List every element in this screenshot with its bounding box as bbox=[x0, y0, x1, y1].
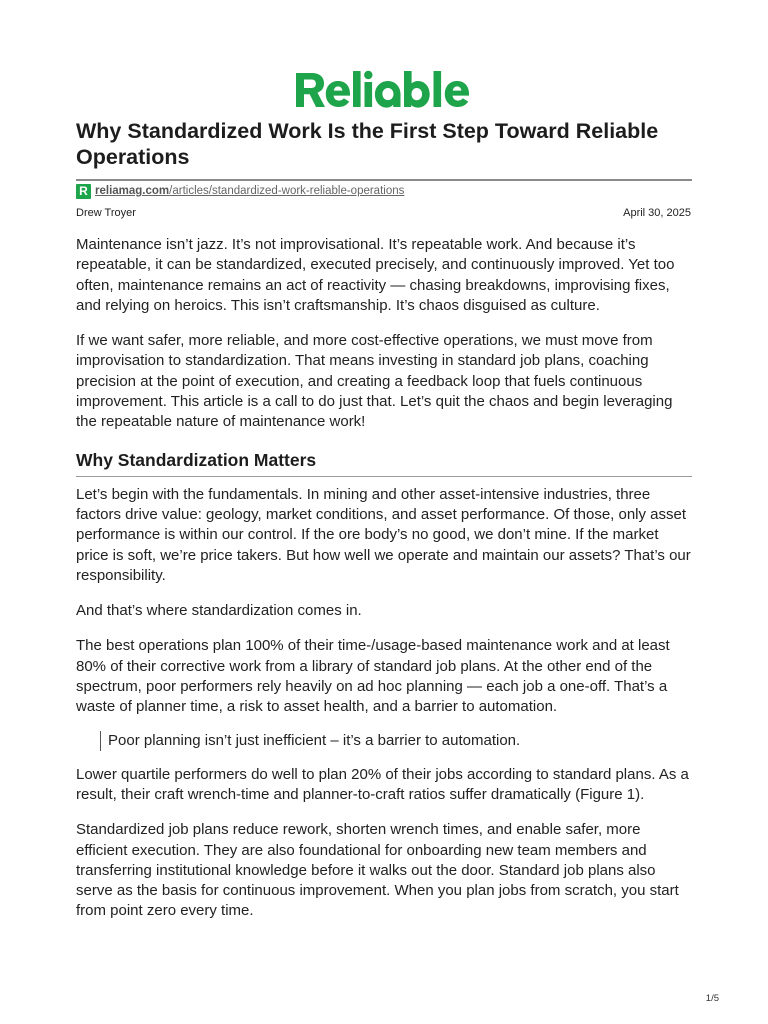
pull-quote: Poor planning isn’t just inefficient – it’s a barrier to automation. bbox=[100, 731, 692, 751]
article-body bbox=[76, 235, 692, 937]
article-date: April 30, 2025 bbox=[623, 207, 691, 219]
body-paragraph: The best operations plan 100% of their time-/usage-based maintenance work and at least 80% of their corrective work from a library of standard job plans. At the other end of the spectrum, poor performers rely heavily on ad hoc planning — each job a one-off. That’s a waste of planner time, a risk to asset health, and a barrier to automation. bbox=[76, 637, 670, 716]
body-paragraph: Lower quartile performers do well to plan 20% of their jobs according to standard plans. As a result, their craft wrench-time and planner-to-craft ratios suffer dramatically (Figure 1). bbox=[76, 765, 689, 803]
page-number: 1/5 bbox=[705, 993, 719, 1004]
body-paragraph: And that’s where standardization comes in. bbox=[76, 602, 362, 620]
body-paragraph: Standardized job plans reduce rework, shorten wrench times, and enable safer, more efficient execution. They are also foundational for onboarding new team members and transferring institutional knowledge before it walks out the door. Standard job plans also serve as the basis for continuous improvement. When you plan jobs from scratch, you start from point zero every time. bbox=[76, 821, 679, 920]
reliamag-favicon-icon: R bbox=[76, 184, 91, 199]
article-title: Why Standardized Work Is the First Step Toward Reliable Operations bbox=[76, 119, 659, 169]
source-url-link[interactable] bbox=[95, 185, 404, 197]
title-divider bbox=[76, 179, 692, 181]
reliable-logo bbox=[294, 70, 476, 110]
source-domain: reliamag.com bbox=[95, 185, 170, 197]
reliable-wordmark-icon bbox=[294, 70, 476, 110]
article-author: Drew Troyer bbox=[76, 207, 136, 219]
intro-paragraph: If we want safer, more reliable, and more cost-effective operations, we must move from improvisation to standardization. That means investing in standard job plans, coaching precision at the point of execution, and creating a feedback loop that fuels continuous improvement. This article is a call to do just that. Let’s quit the chaos and begin leveraging the repeatable nature of maintenance work! bbox=[76, 332, 673, 431]
section-heading: Why Standardization Matters bbox=[76, 448, 692, 477]
body-paragraph: Let’s begin with the fundamentals. In mining and other asset-intensive industries, three factors drive value: geology, market conditions, and asset performance. Of those, only asset performance is within our control. If the ore body’s no good, we don’t mine. If the market price is soft, we’re price takers. But how well we operate and maintain our assets? That’s our responsibility. bbox=[76, 485, 691, 584]
source-link-row[interactable] bbox=[76, 183, 404, 199]
source-path: /articles/standardized-work-reliable-operations bbox=[169, 185, 405, 197]
intro-paragraph: Maintenance isn’t jazz. It’s not improvisational. It’s repeatable work. And because it’s repeatable, it can be standardized, executed precisely, and continuously improved. Yet too often, maintenance remains an act of reactivity — chasing breakdowns, improvising fixes, and relying on heroics. This isn’t craftsmanship. It’s chaos disguised as culture. bbox=[76, 236, 675, 314]
